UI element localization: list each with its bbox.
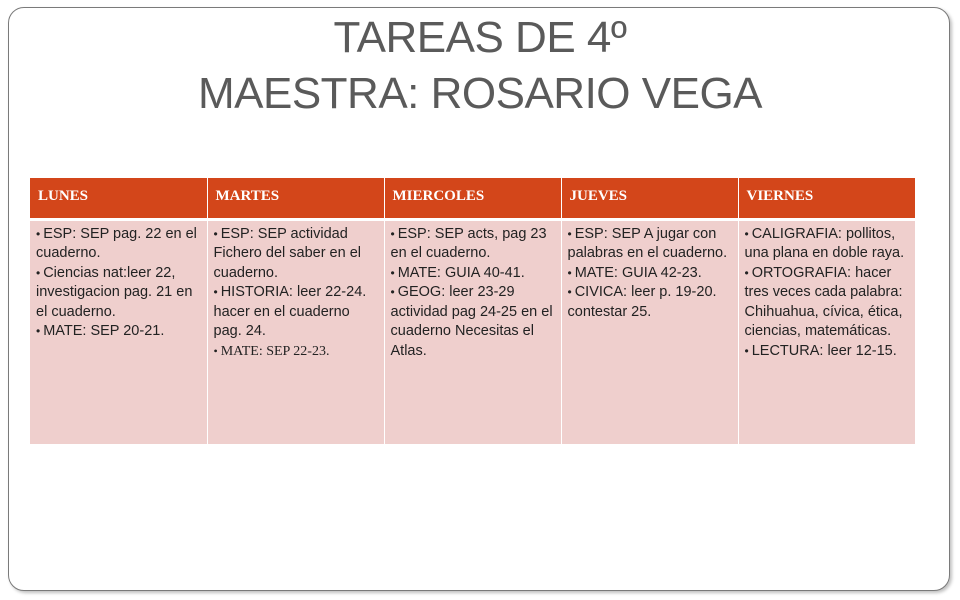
page-title bbox=[0, 10, 960, 122]
title-line-2: MAESTRA: ROSARIO VEGA bbox=[197, 69, 763, 118]
list-item: • GEOG: leer 23-29 actividad pag 24-25 en el cuaderno Necesitas el Atlas. bbox=[391, 283, 555, 361]
list-item: • CALIGRAFIA: pollitos, una plana en doble raya. bbox=[745, 225, 910, 264]
header-lunes: LUNES bbox=[30, 178, 207, 219]
list-item: • CIVICA: leer p. 19-20. contestar 25. bbox=[568, 283, 732, 322]
cell-miercoles bbox=[384, 219, 561, 444]
list-item: • ESP: SEP A jugar con palabras en el cuaderno. bbox=[568, 225, 732, 264]
list-item: • ESP: SEP pag. 22 en el cuaderno. bbox=[36, 225, 201, 264]
cell-lunes bbox=[30, 219, 207, 444]
list-item: • ESP: SEP actividad Fichero del saber en el cuaderno. bbox=[214, 225, 378, 284]
list-item: • MATE: SEP 22-23. bbox=[214, 342, 378, 362]
header-miercoles: MIERCOLES bbox=[384, 178, 561, 219]
list-item: • ESP: SEP acts, pag 23 en el cuaderno. bbox=[391, 225, 555, 264]
list-item: • MATE: GUIA 42-23. bbox=[568, 264, 732, 284]
cell-jueves bbox=[561, 219, 738, 444]
list-item: • MATE: SEP 20-21. bbox=[36, 322, 201, 342]
homework-table bbox=[30, 178, 915, 444]
list-item: • HISTORIA: leer 22-24. hacer en el cuaderno pag. 24. bbox=[214, 283, 378, 342]
header-jueves: JUEVES bbox=[561, 178, 738, 219]
list-item: • ORTOGRAFIA: hacer tres veces cada palabra: Chihuahua, cívica, ética, ciencias, matemáticas. bbox=[745, 264, 910, 342]
header-row bbox=[30, 178, 915, 219]
list-item: • MATE: GUIA 40-41. bbox=[391, 264, 555, 284]
header-martes: MARTES bbox=[207, 178, 384, 219]
cell-martes bbox=[207, 219, 384, 444]
header-viernes: VIERNES bbox=[738, 178, 915, 219]
list-item: • LECTURA: leer 12-15. bbox=[745, 342, 910, 362]
list-item: • Ciencias nat:leer 22, investigacion pag. 21 en el cuaderno. bbox=[36, 264, 201, 323]
cell-viernes bbox=[738, 219, 915, 444]
table-row bbox=[30, 219, 915, 444]
title-line-1: TAREAS DE 4º bbox=[333, 13, 627, 62]
